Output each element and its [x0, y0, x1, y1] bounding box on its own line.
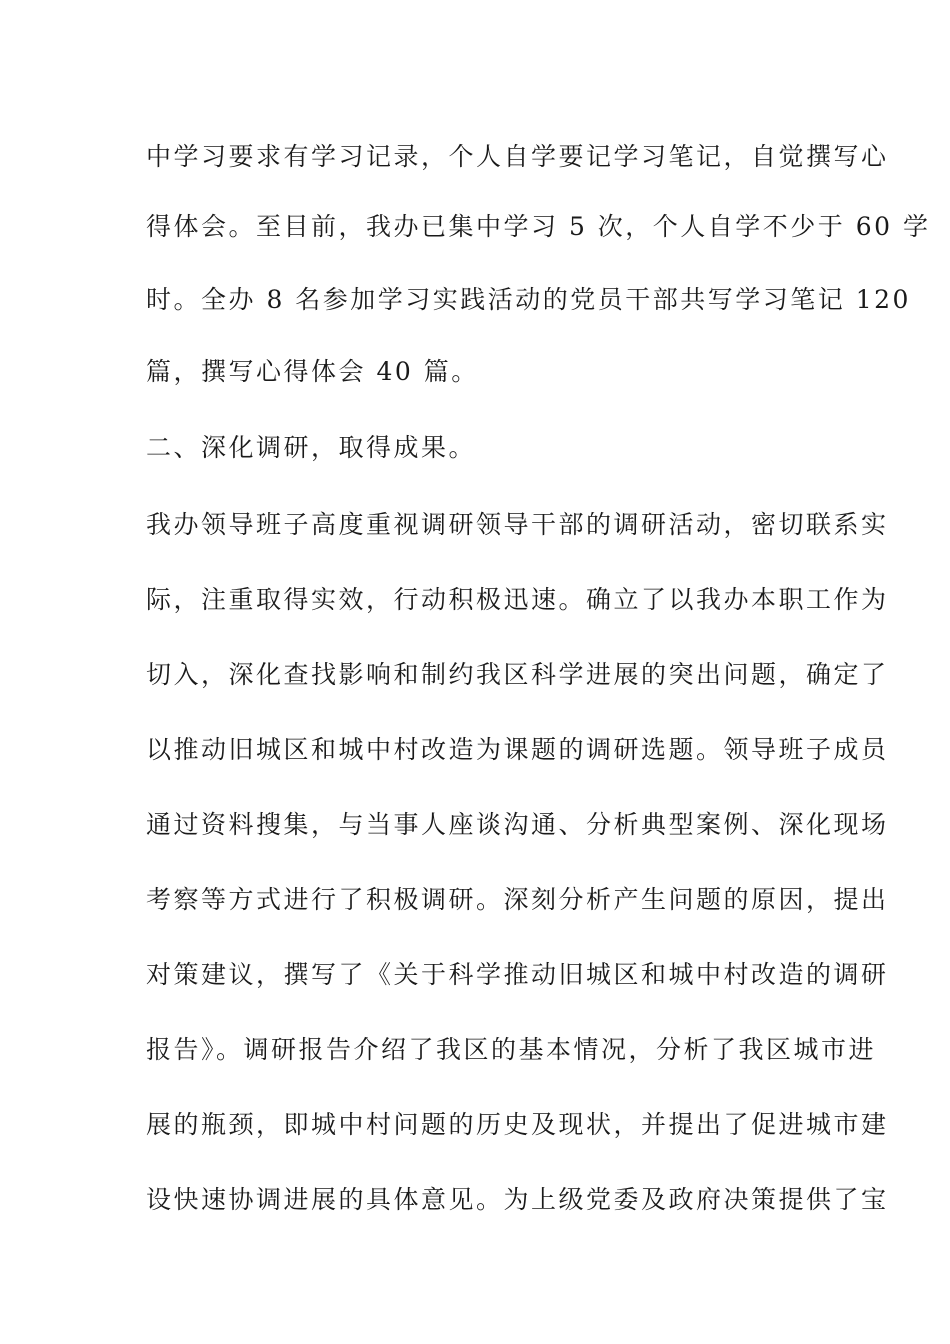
- text-line: 切入，深化查找影响和制约我区科学进展的突出问题，确定了: [146, 660, 889, 689]
- text-line: 得体会。至目前，我办已集中学习 5 次，个人自学不少于 60 学: [146, 212, 931, 241]
- text-line: 我办领导班子高度重视调研领导干部的调研活动，密切联系实: [146, 510, 889, 539]
- text-line: 以推动旧城区和城中村改造为课题的调研选题。领导班子成员: [146, 735, 889, 764]
- text-line: 际，注重取得实效，行动积极迅速。确立了以我办本职工作为: [146, 585, 889, 614]
- text-line: 考察等方式进行了积极调研。深刻分析产生问题的原因，提出: [146, 885, 889, 914]
- text-line: 通过资料搜集，与当事人座谈沟通、分析典型案例、深化现场: [146, 810, 889, 839]
- text-line: 篇，撰写心得体会 40 篇。: [146, 357, 479, 386]
- text-line: 报告》。调研报告介绍了我区的基本情况，分析了我区城市进: [146, 1035, 877, 1064]
- text-line: 设快速协调进展的具体意见。为上级党委及政府决策提供了宝: [146, 1185, 889, 1214]
- text-line: 中学习要求有学习记录，个人自学要记学习笔记，自觉撰写心: [146, 142, 889, 171]
- text-line: 时。全办 8 名参加学习实践活动的党员干部共写学习笔记 120: [146, 285, 911, 314]
- text-line: 展的瓶颈，即城中村问题的历史及现状，并提出了促进城市建: [146, 1110, 889, 1139]
- text-line: 对策建议，撰写了《关于科学推动旧城区和城中村改造的调研: [146, 960, 889, 989]
- section-heading: 二、深化调研，取得成果。: [146, 433, 477, 462]
